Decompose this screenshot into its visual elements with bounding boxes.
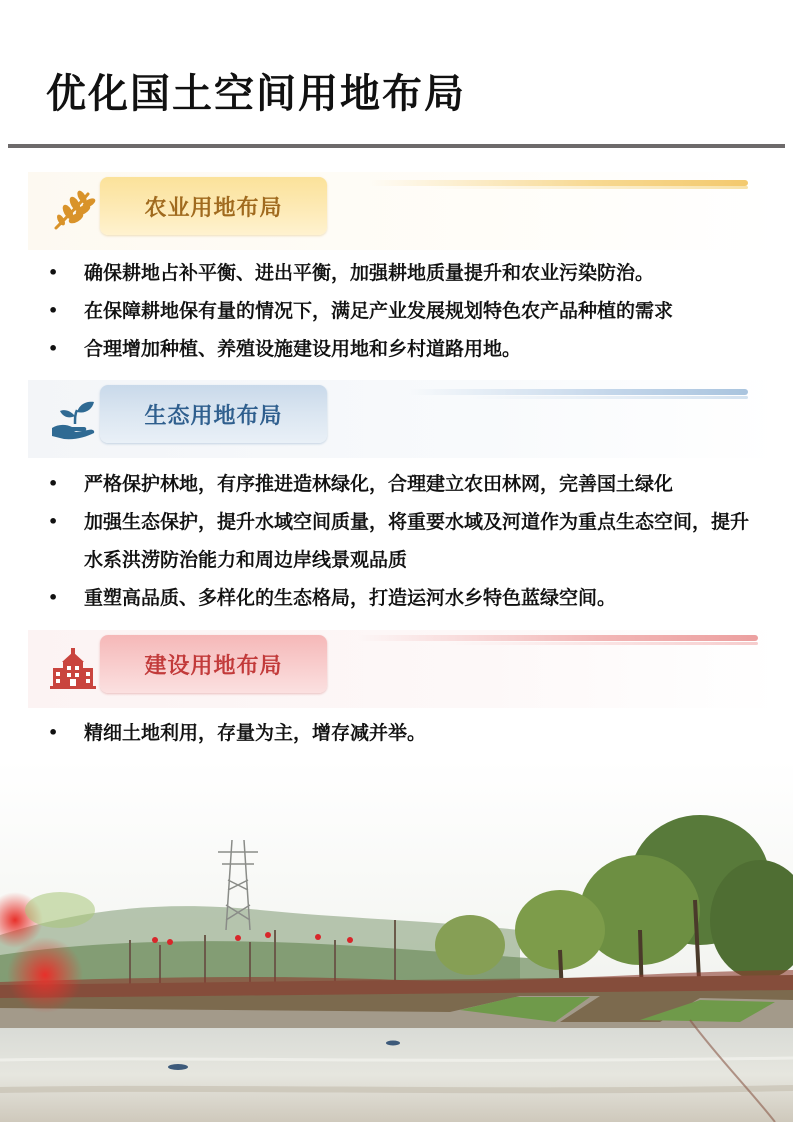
decorative-streak xyxy=(428,186,748,189)
section-header-agriculture xyxy=(28,172,780,250)
section-heading-agriculture: 农业用地布局 xyxy=(100,177,327,235)
list-item xyxy=(46,465,766,503)
page-title: 优化国土空间用地布局 xyxy=(46,71,466,117)
bullet-list-ecology xyxy=(46,465,766,617)
section-header-construction xyxy=(28,630,780,708)
bullet-dot: • xyxy=(48,588,59,607)
list-item xyxy=(46,254,766,292)
list-item xyxy=(46,292,766,330)
bullet-dot: • xyxy=(48,723,59,742)
section-header-ecology xyxy=(28,380,780,458)
list-item-text: 合理增加种植、养殖设施建设用地和乡村道路用地。 xyxy=(84,338,522,360)
section-heading-ecology: 生态用地布局 xyxy=(100,385,327,443)
decorative-streak xyxy=(358,635,758,641)
bullet-dot: • xyxy=(48,263,59,282)
list-item-text: 严格保护林地，有序推进造林绿化，合理建立农田林网，完善国土绿化 xyxy=(84,473,674,495)
decorative-streak xyxy=(448,642,758,645)
list-item xyxy=(46,503,766,579)
list-item-text: 精细土地利用，存量为主，增存减并举。 xyxy=(84,722,427,744)
bullet-dot: • xyxy=(48,301,59,320)
list-item xyxy=(46,330,766,368)
list-item xyxy=(46,714,766,752)
bullet-dot: • xyxy=(48,474,59,493)
list-item-text: 确保耕地占补平衡、进出平衡，加强耕地质量提升和农业污染防治。 xyxy=(84,262,655,284)
list-item xyxy=(46,579,766,617)
decorative-streak xyxy=(408,389,748,395)
wheat-icon xyxy=(48,186,98,234)
list-item-text: 重塑高品质、多样化的生态格局，打造运河水乡特色蓝绿空间。 xyxy=(84,587,617,609)
list-item-text: 加强生态保护，提升水域空间质量，将重要水域及河道作为重点生态空间，提升水系洪涝防治能力和周边岸线景观品质 xyxy=(84,511,750,571)
decorative-streak xyxy=(468,396,748,399)
landscape-photo xyxy=(0,760,793,1122)
building-icon xyxy=(48,644,98,692)
list-item-text: 在保障耕地保有量的情况下，满足产业发展规划特色农产品种植的需求 xyxy=(84,300,674,322)
hand-sprout-icon xyxy=(48,394,98,442)
section-heading-construction: 建设用地布局 xyxy=(100,635,327,693)
title-divider xyxy=(8,144,785,148)
bullet-list-agriculture xyxy=(46,254,766,368)
bullet-dot: • xyxy=(48,512,59,531)
bullet-dot: • xyxy=(48,339,59,358)
